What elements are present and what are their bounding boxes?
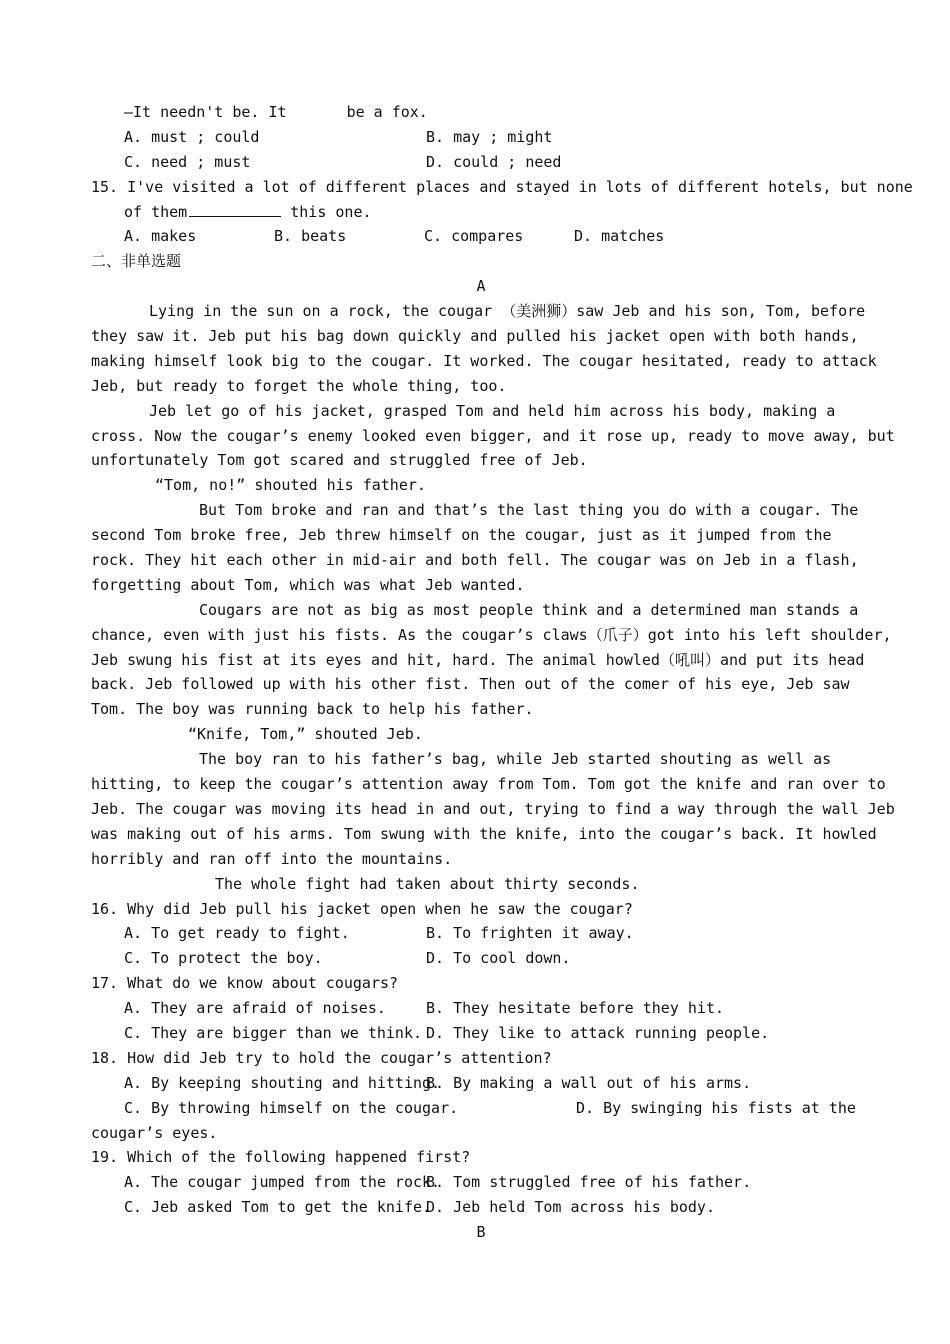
passage-a-line: they saw it. Jeb put his bag down quickly and pulled his jacket open with both hands, (91, 327, 859, 346)
q18-options-row2 (91, 1096, 871, 1121)
q14-option-a: A. must ; could (124, 127, 260, 146)
q17-option-b: B. They hesitate before they hit. (426, 999, 725, 1018)
q17-options-row2 (91, 1021, 871, 1046)
q16-options-row2 (91, 946, 871, 971)
q19-options-row2 (91, 1195, 871, 1220)
passage-a-line: Cougars are not as big as most people think and a determined man stands a (199, 600, 859, 619)
q14-stem-a: —It needn't be. It (124, 103, 287, 121)
q19-option-b: B. Tom struggled free of his father. (426, 1173, 752, 1192)
passage-b-label: B (476, 1223, 486, 1242)
q15-stem-a: of them (124, 202, 188, 221)
q17-option-c: C. They are bigger than we think. (124, 1023, 423, 1042)
q14-stem (91, 100, 871, 125)
passage-a-line: horribly and ran off into the mountains. (91, 849, 453, 868)
q18-option-d-cont: cougar’s eyes. (91, 1123, 218, 1142)
q18-option-d: D. By swinging his fists at the (576, 1098, 856, 1117)
passage-a-line: back. Jeb followed up with his other fist. Then out of the comer of his eye, Jeb saw (91, 675, 850, 694)
q14-option-c: C. need ; must (124, 152, 251, 171)
q15-options (91, 224, 871, 249)
q14-option-d: D. could ; need (426, 152, 562, 171)
q19-stem: 19. Which of the following happened first? (91, 1148, 471, 1167)
passage-a-line: The boy ran to his father’s bag, while Jeb started shouting as well as (199, 750, 832, 769)
q18-stem: 18. How did Jeb try to hold the cougar’s attention? (91, 1048, 552, 1067)
q14-options-row2 (91, 150, 871, 175)
q17-options-row1 (91, 996, 871, 1021)
passage-a-line: But Tom broke and ran and that’s the last thing you do with a cougar. The (199, 501, 859, 520)
q18-option-b: B. By making a wall out of his arms. (426, 1073, 752, 1092)
passage-a-line: Lying in the sun on a rock, the cougar （美洲狮）saw Jeb and his son, Tom, before (149, 302, 866, 321)
q18-option-a: A. By keeping shouting and hitting. (124, 1073, 441, 1092)
q14-option-b: B. may ; might (426, 127, 553, 146)
q17-option-d: D. They like to attack running people. (426, 1023, 770, 1042)
q16-option-c: C. To protect the boy. (124, 949, 323, 968)
passage-a-line: unfortunately Tom got scared and struggled free of Jeb. (91, 451, 588, 470)
passage-a-line: making himself look big to the cougar. It worked. The cougar hesitated, ready to attack (91, 351, 877, 370)
q15-stem-b: this one. (281, 202, 372, 221)
q15-option-b: B. beats (274, 227, 347, 246)
q15-stem-line2 (91, 200, 871, 225)
q15-option-c: C. compares (424, 227, 524, 246)
q18-option-c: C. By throwing himself on the cougar. (124, 1098, 459, 1117)
passage-a-line: “Tom, no!” shouted his father. (155, 476, 426, 495)
passage-a-label: A (476, 277, 486, 296)
q17-option-a: A. They are afraid of noises. (124, 999, 386, 1018)
passage-a-line: Jeb, but ready to forget the whole thing, too. (91, 376, 507, 395)
q15-answer-blank (189, 201, 281, 217)
q16-options-row1 (91, 921, 871, 946)
q19-option-a: A. The cougar jumped from the rock. (124, 1173, 441, 1192)
q14-stem-b: be a fox. (346, 103, 428, 121)
passage-a-line: was making out of his arms. Tom swung with the knife, into the cougar’s back. It howled (91, 824, 877, 843)
q14-options-row1 (91, 125, 871, 150)
passage-a-line: second Tom broke free, Jeb threw himself on the cougar, just as it jumped from the (91, 526, 832, 545)
section-heading: 二、非单选题 (91, 252, 182, 271)
q15-option-a: A. makes (124, 227, 197, 246)
q19-option-d: D. Jeb held Tom across his body. (426, 1198, 715, 1217)
passage-a-line: “Knife, Tom,” shouted Jeb. (188, 725, 423, 744)
passage-a-line: hitting, to keep the cougar’s attention away from Tom. Tom got the knife and ran over to (91, 775, 886, 794)
passage-a-line: Tom. The boy was running back to help his father. (91, 700, 534, 719)
passage-a-line: Jeb swung his fist at its eyes and hit, hard. The animal howled（吼叫）and put its head (91, 650, 865, 669)
passage-a-line: rock. They hit each other in mid-air and both fell. The cougar was on Jeb in a flash, (91, 551, 859, 570)
passage-a-line: Jeb. The cougar was moving its head in and out, trying to find a way through the wall Jeb (91, 799, 895, 818)
passage-a-line: The whole fight had taken about thirty seconds. (215, 874, 640, 893)
q16-option-d: D. To cool down. (426, 949, 571, 968)
q18-options-row1 (91, 1071, 871, 1096)
q15-stem-line1: 15. I've visited a lot of different places and stayed in lots of different hotels, but none (91, 177, 913, 196)
passage-a-line: Jeb let go of his jacket, grasped Tom and held him across his body, making a (149, 401, 836, 420)
q16-option-b: B. To frighten it away. (426, 924, 634, 943)
q16-option-a: A. To get ready to fight. (124, 924, 350, 943)
q16-stem: 16. Why did Jeb pull his jacket open when he saw the cougar? (91, 899, 633, 918)
page-content (91, 100, 913, 1245)
q19-options-row1 (91, 1170, 871, 1195)
passage-a-line: chance, even with just his fists. As the cougar’s claws（爪子）got into his left shoulder, (91, 625, 892, 644)
passage-a-line: cross. Now the cougar’s enemy looked even bigger, and it rose up, ready to move away, but (91, 426, 895, 445)
q19-option-c: C. Jeb asked Tom to get the knife. (124, 1198, 432, 1217)
q15-option-d: D. matches (574, 227, 665, 246)
passage-a-line: forgetting about Tom, which was what Jeb wanted. (91, 575, 525, 594)
q17-stem: 17. What do we know about cougars? (91, 974, 399, 993)
